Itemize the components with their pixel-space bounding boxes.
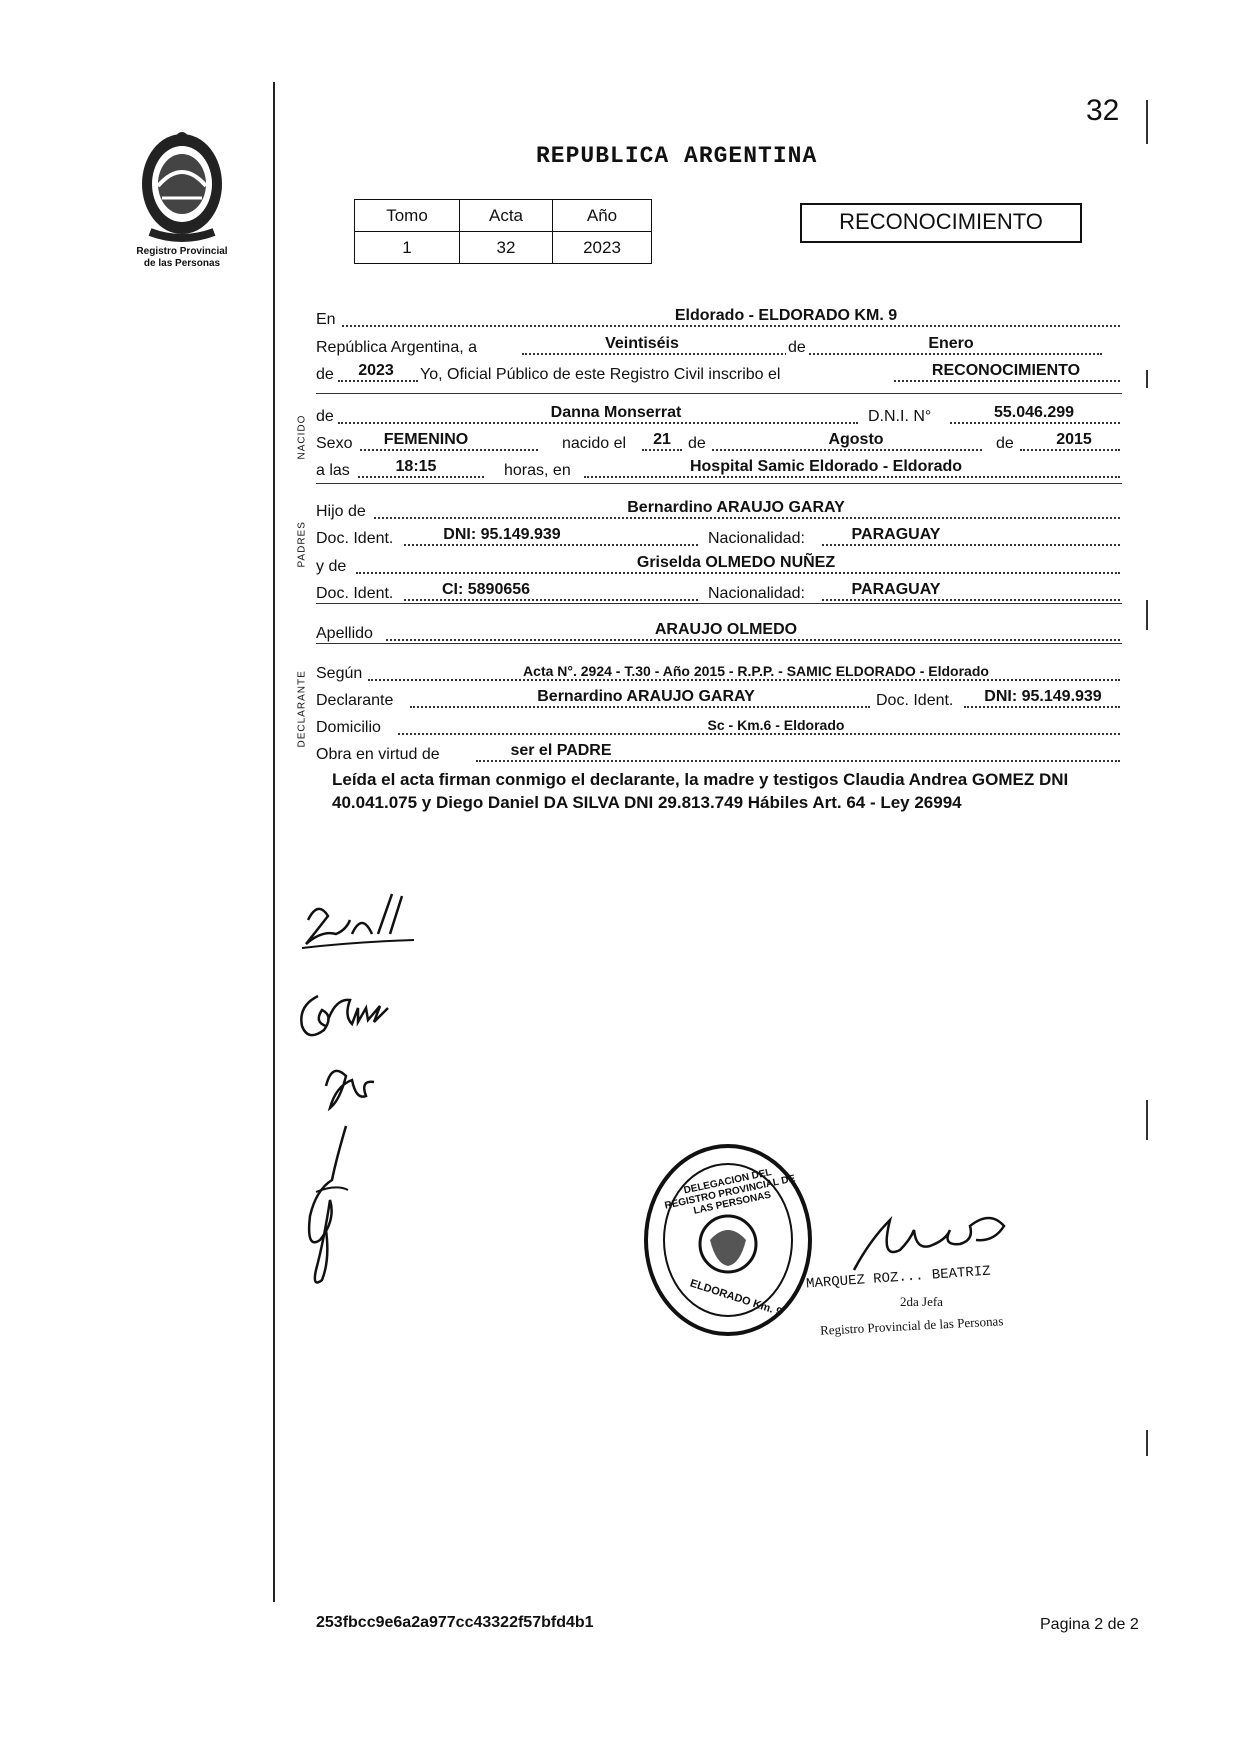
value-dni: 55.046.299 bbox=[993, 404, 1075, 421]
page-number: 32 bbox=[1086, 94, 1120, 127]
value-lugar: Hospital Samic Eldorado - Eldorado bbox=[689, 458, 963, 475]
row-obra: Obra en virtud de ser el PADRE bbox=[316, 739, 1120, 765]
closing-note: Leída el acta firman conmigo el declarante, la madre y testigos Claudia Andrea GOMEZ DNI 40.041.075 y Diego Daniel DA SILVA DNI 29.813.749 Hábiles Art. 64 - Ley 26994 bbox=[332, 770, 1069, 812]
side-label-nacido: NACIDO bbox=[296, 414, 308, 460]
value-en: Eldorado - ELDORADO KM. 9 bbox=[674, 307, 898, 324]
table-value-anio: 2023 bbox=[553, 232, 652, 264]
signature-testigo-2 bbox=[296, 1120, 366, 1290]
row-acto: de 2023 Yo, Oficial Público de este Registro Civil inscribo el RECONOCIMIENTO bbox=[316, 359, 1120, 385]
value-madre: Griselda OLMEDO NUÑEZ bbox=[636, 554, 836, 571]
official-name: MARQUEZ ROZ... BEATRIZ bbox=[805, 1263, 992, 1293]
value-segun: Acta N°. 2924 - T.30 - Año 2015 - R.P.P. - SAMIC ELDORADO - Eldorado bbox=[523, 663, 989, 679]
table-header-acta: Acta bbox=[460, 200, 553, 232]
row-apellido: Apellido ARAUJO OLMEDO bbox=[316, 618, 1120, 644]
row-sexo: Sexo FEMENINO nacido el 21 de Agosto de 2015 bbox=[316, 428, 1120, 454]
row-madre-doc: Doc. Ident. CI: 5890656 Nacionalidad: PARAGUAY bbox=[316, 578, 1120, 604]
value-padre: Bernardino ARAUJO GARAY bbox=[627, 499, 845, 516]
row-padre: Hijo de Bernardino ARAUJO GARAY bbox=[316, 496, 1120, 522]
value-acto: RECONOCIMIENTO bbox=[931, 362, 1081, 379]
section-divider bbox=[316, 393, 1122, 394]
table-header-anio: Año bbox=[553, 200, 652, 232]
row-padre-doc: Doc. Ident. DNI: 95.149.939 Nacionalidad: PARAGUAY bbox=[316, 523, 1120, 549]
row-madre: y de Griselda OLMEDO NUÑEZ bbox=[316, 551, 1120, 577]
row-domicilio: Domicilio Sc - Km.6 - Eldorado bbox=[316, 712, 1120, 738]
value-nac-dia: 21 bbox=[653, 431, 671, 448]
value-madre-nac: PARAGUAY bbox=[851, 581, 941, 598]
value-nac-anio: 2015 bbox=[1056, 431, 1092, 448]
row-nombre: de Danna Monserrat D.N.I. N° 55.046.299 bbox=[316, 401, 1120, 427]
edge-mark bbox=[1146, 1100, 1148, 1140]
section-divider bbox=[316, 483, 1122, 484]
page-indicator: Pagina 2 de 2 bbox=[1040, 1616, 1139, 1633]
edge-mark bbox=[1146, 1430, 1148, 1456]
edge-mark bbox=[1146, 370, 1148, 388]
value-hora: 18:15 bbox=[395, 458, 437, 475]
value-declarante: Bernardino ARAUJO GARAY bbox=[537, 688, 755, 705]
value-madre-doc: CI: 5890656 bbox=[441, 581, 531, 598]
table-value-acta: 32 bbox=[460, 232, 553, 264]
value-nombre: Danna Monserrat bbox=[550, 404, 682, 421]
label-en: En bbox=[316, 311, 336, 328]
record-table bbox=[354, 199, 652, 264]
row-fecha: República Argentina, a Veintiséis de Enero bbox=[316, 332, 1120, 358]
table-header-tomo: Tomo bbox=[355, 200, 460, 232]
value-mes: Enero bbox=[928, 335, 974, 352]
table-value-tomo: 1 bbox=[355, 232, 460, 264]
registry-logo bbox=[128, 128, 236, 246]
value-nac-mes: Agosto bbox=[828, 431, 884, 448]
signature-declarante bbox=[292, 890, 422, 960]
stamp-ring-text: DELEGACION DEL REGISTRO PROVINCIAL DE LAS PERSONAS bbox=[663, 1167, 797, 1217]
document-hash: 253fbcc9e6a2a977cc43322f57bfd4b1 bbox=[316, 1614, 594, 1631]
side-label-padres: PADRES bbox=[296, 521, 308, 568]
signature-testigo-1 bbox=[316, 1056, 386, 1116]
row-declarante: Declarante Bernardino ARAUJO GARAY Doc. Ident. DNI: 95.149.939 bbox=[316, 685, 1120, 711]
stamp-bottom-text: ELDORADO Km. 9 bbox=[688, 1277, 784, 1319]
record-type-box: RECONOCIMIENTO bbox=[800, 203, 1082, 243]
value-domicilio: Sc - Km.6 - Eldorado bbox=[707, 717, 845, 733]
row-segun: Según Acta N°. 2924 - T.30 - Año 2015 - R.P.P. - SAMIC ELDORADO - Eldorado bbox=[316, 658, 1120, 684]
value-anio: 2023 bbox=[358, 362, 394, 379]
value-obra: ser el PADRE bbox=[510, 742, 612, 759]
signature-madre bbox=[294, 986, 414, 1046]
official-title: 2da Jefa bbox=[900, 1294, 943, 1309]
document-title: REPUBLICA ARGENTINA bbox=[536, 143, 818, 169]
row-hora: a las 18:15 horas, en Hospital Samic Eldorado - Eldorado bbox=[316, 455, 1120, 481]
row-en bbox=[316, 304, 1120, 330]
value-padre-doc: DNI: 95.149.939 bbox=[443, 526, 561, 543]
side-label-declarante: DECLARANTE bbox=[296, 670, 308, 748]
edge-mark bbox=[1146, 600, 1148, 630]
value-sexo: FEMENINO bbox=[383, 431, 469, 448]
value-dia: Veintiséis bbox=[605, 335, 679, 352]
registry-label: Registro Provincial de las Personas bbox=[136, 246, 228, 269]
value-apellido: ARAUJO OLMEDO bbox=[654, 621, 798, 638]
official-office: Registro Provincial de las Personas bbox=[819, 1313, 1004, 1338]
edge-mark bbox=[1146, 100, 1148, 144]
margin-line bbox=[273, 82, 275, 1602]
value-padre-nac: PARAGUAY bbox=[851, 526, 941, 543]
value-declarante-doc: DNI: 95.149.939 bbox=[984, 688, 1102, 705]
